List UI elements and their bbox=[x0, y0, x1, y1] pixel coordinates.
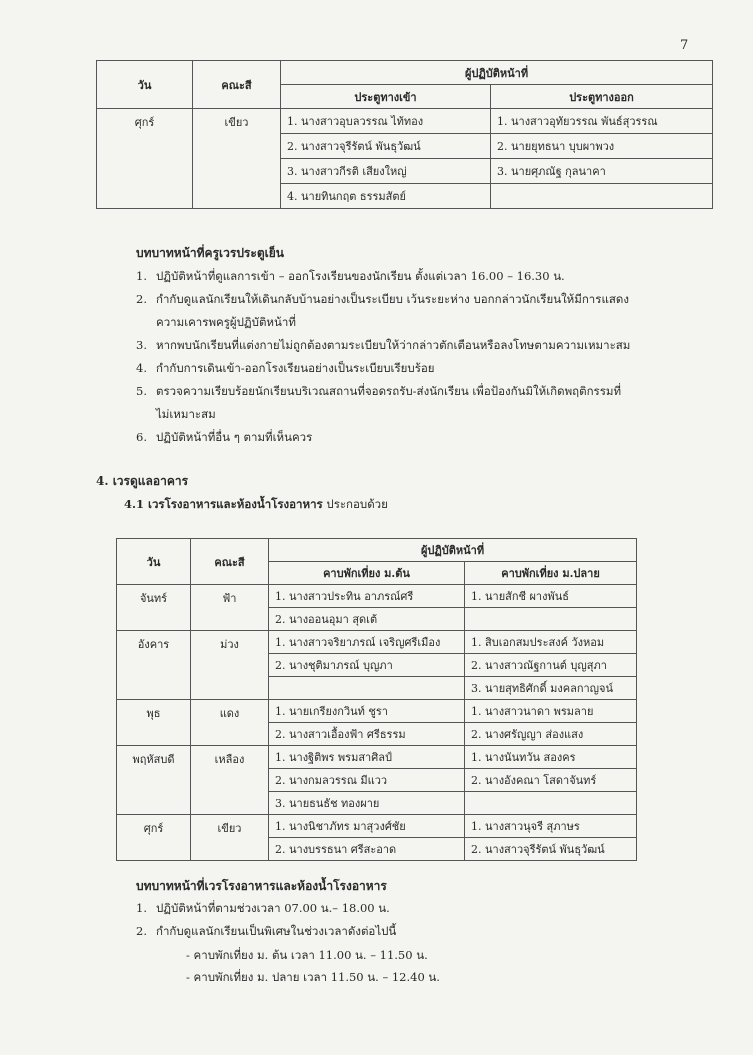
upper-cell: 1. นายสักชี ผางพันธ์ bbox=[465, 585, 637, 608]
gate-out-cell: 3. นายศุภณัฐ กุลนาคา bbox=[491, 159, 713, 184]
gate-duties-list bbox=[136, 265, 716, 449]
gate-in-cell: 4. นายทินกฤต ธรรมสัตย์ bbox=[281, 184, 491, 209]
lower-cell: 1. นางฐิติพร พรมสาศิลป์ bbox=[269, 746, 465, 769]
header-duty: ผู้ปฏิบัติหน้าที่ bbox=[281, 61, 713, 85]
lower-cell: 1. นางสาวจริยาภรณ์ เจริญศรีเมือง bbox=[269, 631, 465, 654]
gate-in-cell: 1. นางสาวอุบลวรรณ ไท้ทอง bbox=[281, 109, 491, 134]
upper-cell: 2. นางสาวณัฐกานต์ บุญสุภา bbox=[465, 654, 637, 677]
day-cell: พุธ bbox=[117, 700, 191, 746]
canteen-duty-table bbox=[116, 538, 637, 861]
page-number: 7 bbox=[680, 38, 689, 53]
upper-cell: 2. นางศรัญญา ส่องแสง bbox=[465, 723, 637, 746]
day-cell: ศุกร์ bbox=[97, 109, 193, 209]
section-subtitle bbox=[124, 496, 388, 514]
color-cell: เขียว bbox=[193, 109, 281, 209]
lower-cell bbox=[269, 677, 465, 700]
lower-cell: 3. นายธนธัช ทองผาย bbox=[269, 792, 465, 815]
gate-out-cell: 2. นายยุทธนา บุบผาพวง bbox=[491, 134, 713, 159]
header-duty: ผู้ปฏิบัติหน้าที่ bbox=[269, 539, 637, 562]
day-cell: ศุกร์ bbox=[117, 815, 191, 861]
section-subtitle-bold: 4.1 เวรโรงอาหารและห้องน้ำโรงอาหาร bbox=[124, 497, 323, 511]
lower-cell: 2. นางกมลวรรณ มีแวว bbox=[269, 769, 465, 792]
list-item: 6. ปฏิบัติหน้าที่อื่น ๆ ตามที่เห็นควร bbox=[136, 430, 313, 444]
header-gate-out: ประตูทางออก bbox=[491, 85, 713, 109]
header-day: วัน bbox=[97, 61, 193, 109]
header-gate-in: ประตูทางเข้า bbox=[281, 85, 491, 109]
list-item: 5. ตรวจความเรียบร้อยนักเรียนบริเวณสถานที่จอดรถรับ-ส่งนักเรียน เพื่อป้องกันมิให้เกิดพฤติกรรมที่ bbox=[136, 384, 622, 398]
header-color: คณะสี bbox=[191, 539, 269, 585]
canteen-duties-list bbox=[136, 897, 696, 943]
header-upper-secondary: คาบพักเที่ยง ม.ปลาย bbox=[465, 562, 637, 585]
list-item: 2. กำกับดูแลนักเรียนเป็นพิเศษในช่วงเวลาดังต่อไปนี้ bbox=[136, 924, 397, 938]
section-subtitle-rest: ประกอบด้วย bbox=[322, 497, 388, 511]
lower-cell: 2. นางบรรธนา ศรีสะอาด bbox=[269, 838, 465, 861]
header-color: คณะสี bbox=[193, 61, 281, 109]
lower-cell: 1. นายเกรียงกวินท์ ชูรา bbox=[269, 700, 465, 723]
header-day: วัน bbox=[117, 539, 191, 585]
list-item: 2. กำกับดูแลนักเรียนให้เดินกลับบ้านอย่างเป็นระเบียบ เว้นระยะห่าง บอกกล่าวนักเรียนให้มีการแสดง bbox=[136, 292, 629, 306]
canteen-sub-list bbox=[186, 944, 440, 988]
list-item: 3. หากพบนักเรียนที่แต่งกายไม่ถูกต้องตามระเบียบให้ว่ากล่าวตักเตือนหรือลงโทษตามความเหมาะสม bbox=[136, 338, 631, 352]
day-cell: จันทร์ bbox=[117, 585, 191, 631]
header-lower-secondary: คาบพักเที่ยง ม.ต้น bbox=[269, 562, 465, 585]
sub-item: - คาบพักเที่ยง ม. ต้น เวลา 11.00 น. – 11.50 น. bbox=[186, 948, 428, 962]
lower-cell: 2. นางสาวเอื้องฟ้า ศรีธรรม bbox=[269, 723, 465, 746]
day-cell: พฤหัสบดี bbox=[117, 746, 191, 815]
upper-cell: 1. สิบเอกสมประสงค์ วังหอม bbox=[465, 631, 637, 654]
upper-cell: 3. นายสุทธิศักดิ์ มงคลกาญจน์ bbox=[465, 677, 637, 700]
color-cell: เขียว bbox=[191, 815, 269, 861]
list-item: 1. ปฏิบัติหน้าที่ตามช่วงเวลา 07.00 น.– 18.00 น. bbox=[136, 901, 390, 915]
upper-cell bbox=[465, 792, 637, 815]
upper-cell: 1. นางนันทวัน สองคร bbox=[465, 746, 637, 769]
list-item: ความเคารพครูผู้ปฏิบัติหน้าที่ bbox=[156, 315, 296, 329]
color-cell: ฟ้า bbox=[191, 585, 269, 631]
lower-cell: 1. นางนิชาภัทร มาสุวงศ์ชัย bbox=[269, 815, 465, 838]
color-cell: ม่วง bbox=[191, 631, 269, 700]
lower-cell: 1. นางสาวประทิน อาภรณ์ศรี bbox=[269, 585, 465, 608]
color-cell: เหลือง bbox=[191, 746, 269, 815]
sub-item: - คาบพักเที่ยง ม. ปลาย เวลา 11.50 น. – 12.40 น. bbox=[186, 970, 440, 984]
gate-in-cell: 3. นางสาวกีรติ เสียงใหญ่ bbox=[281, 159, 491, 184]
list-item: ไม่เหมาะสม bbox=[156, 407, 216, 421]
upper-cell bbox=[465, 608, 637, 631]
section-title: 4. เวรดูแลอาคาร bbox=[96, 474, 189, 488]
gate-duty-table bbox=[96, 60, 713, 209]
upper-cell: 1. นางสาวนุจรี สุภาษร bbox=[465, 815, 637, 838]
color-cell: แดง bbox=[191, 700, 269, 746]
lower-cell: 2. นางชุติมาภรณ์ บุญภา bbox=[269, 654, 465, 677]
lower-cell: 2. นางออนอุมา สุดเต้ bbox=[269, 608, 465, 631]
gate-duties-title: บทบาทหน้าที่ครูเวรประตูเย็น bbox=[136, 246, 284, 260]
list-item: 4. กำกับการเดินเข้า-ออกโรงเรียนอย่างเป็นระเบียบเรียบร้อย bbox=[136, 361, 435, 375]
gate-in-cell: 2. นางสาวจุรีรัตน์ พันธุวัฒน์ bbox=[281, 134, 491, 159]
upper-cell: 1. นางสาวนาดา พรมลาย bbox=[465, 700, 637, 723]
gate-out-cell bbox=[491, 184, 713, 209]
canteen-duties-title: บทบาทหน้าที่เวรโรงอาหารและห้องน้ำโรงอาหาร bbox=[136, 879, 387, 893]
upper-cell: 2. นางสาวจุรีรัตน์ พันธุวัฒน์ bbox=[465, 838, 637, 861]
gate-out-cell: 1. นางสาวอุทัยวรรณ พันธ์สุวรรณ bbox=[491, 109, 713, 134]
day-cell: อังคาร bbox=[117, 631, 191, 700]
list-item: 1. ปฏิบัติหน้าที่ดูแลการเข้า – ออกโรงเรียนของนักเรียน ตั้งแต่เวลา 16.00 – 16.30 น. bbox=[136, 269, 565, 283]
upper-cell: 2. นางอังคณา โสดาจันทร์ bbox=[465, 769, 637, 792]
